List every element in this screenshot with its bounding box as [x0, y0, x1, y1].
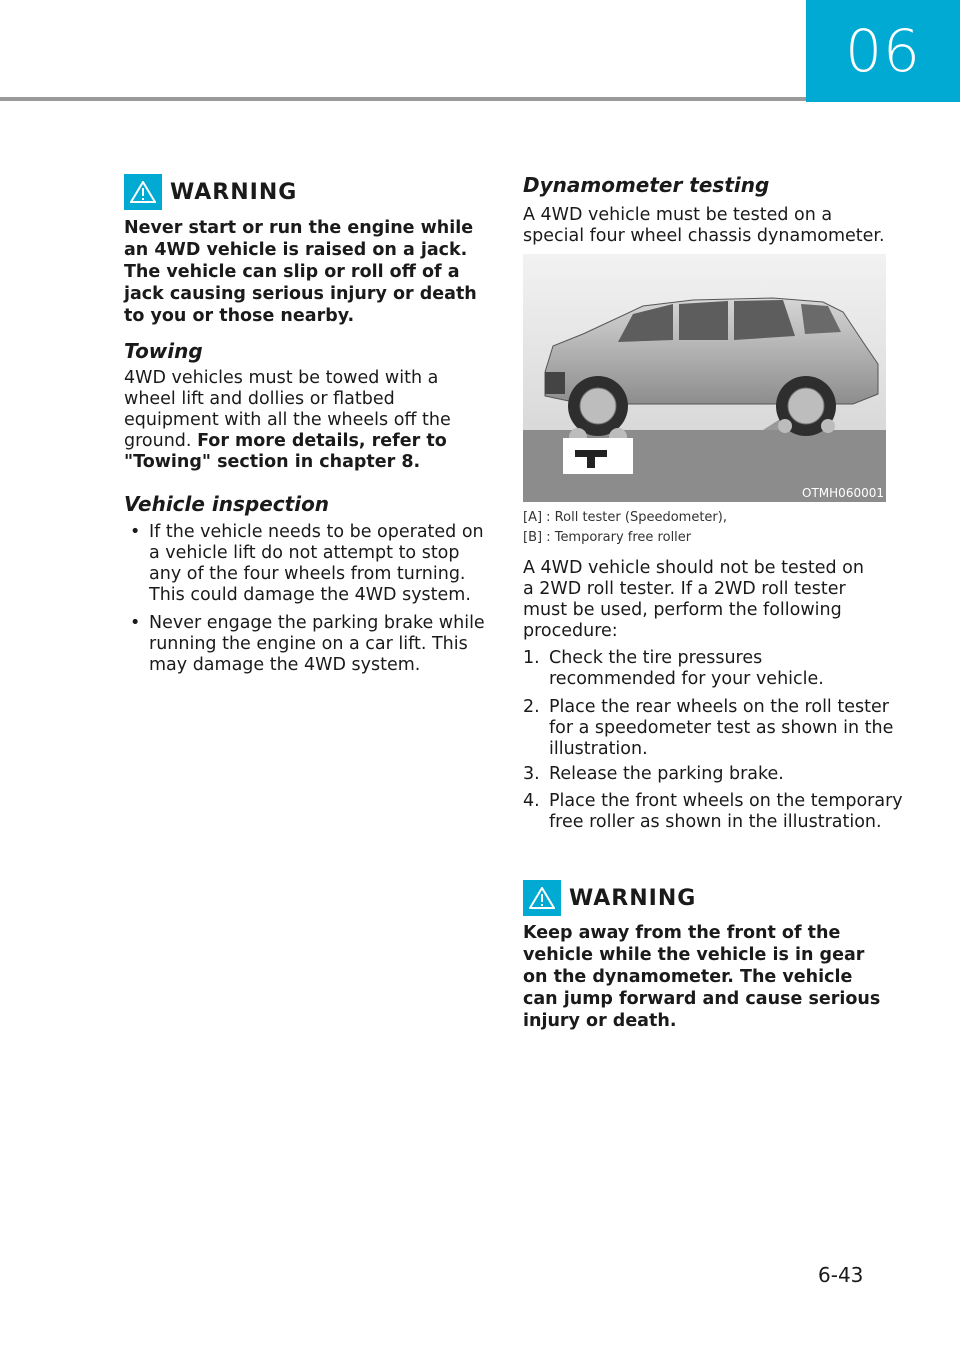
- warning-icon: [523, 880, 561, 916]
- bullet-item: [124, 613, 492, 676]
- warning-header-1: [124, 174, 297, 210]
- step-text: Place the front wheels on the temporary free roller as shown in the illustration.: [549, 791, 903, 832]
- caption-b: [B] : Temporary free roller: [523, 530, 692, 545]
- step-number: 4.: [523, 791, 540, 811]
- towing-heading: Towing: [124, 339, 203, 363]
- step-item: [523, 791, 915, 833]
- step-text: Release the parking brake.: [549, 764, 784, 784]
- towing-text: [124, 368, 464, 473]
- bullet-item: [124, 522, 492, 606]
- suv-on-dynamometer-drawing: [523, 254, 886, 502]
- step-item: [523, 764, 915, 785]
- step-number: 3.: [523, 764, 540, 784]
- dyno-intro: A 4WD vehicle must be tested on a special four wheel chassis dynamometer.: [523, 205, 885, 246]
- chapter-number: 06: [845, 17, 921, 85]
- warning-text: Keep away from the front of the vehicle while the vehicle is in gear on the dynamometer. The vehicle can jump forward and cause serious injury or death.: [523, 923, 881, 1031]
- warning-title: WARNING: [569, 885, 697, 911]
- caption-a: [A] : Roll tester (Speedometer),: [523, 510, 727, 525]
- warning-text: Never start or run the engine while an 4WD vehicle is raised on a jack. The vehicle can slip or roll off of a jack causing serious injury or death to you or those nearby.: [124, 218, 477, 326]
- page-number: 6-43: [818, 1263, 864, 1287]
- warning-header-2: [523, 880, 696, 916]
- towing-text-bold: For more details, refer to "Towing" section in chapter 8.: [124, 431, 447, 472]
- step-text: Place the rear wheels on the roll tester for a speedometer test as shown in the illustration.: [549, 697, 894, 759]
- dyno-heading: Dynamometer testing: [523, 173, 770, 197]
- figure-code: OTMH060001: [802, 486, 884, 500]
- step-text: Check the tire pressures recommended for your vehicle.: [549, 648, 824, 689]
- step-number: 2.: [523, 697, 540, 717]
- step-number: 1.: [523, 648, 540, 668]
- warning-icon: [124, 174, 162, 210]
- dynamometer-illustration: [523, 254, 886, 502]
- bullet-dot: •: [130, 613, 141, 633]
- bullet-dot: •: [130, 522, 141, 542]
- warning-title: WARNING: [170, 179, 298, 205]
- step-item: [523, 697, 915, 760]
- chapter-tab: [806, 0, 960, 102]
- inspection-heading: Vehicle inspection: [124, 492, 330, 516]
- bullet-text: If the vehicle needs to be operated on a vehicle lift do not attempt to stop any of the four wheels from turning. This could damage the 4WD system.: [149, 522, 484, 605]
- towing-text-regular: 4WD vehicles must be towed with a wheel lift and dollies or flatbed equipment with all the wheels off the ground.: [124, 368, 451, 451]
- dyno-text: A 4WD vehicle should not be tested on a 2WD roll tester. If a 2WD roll tester must be used, perform the following procedure:: [523, 558, 864, 641]
- header-rule: [0, 97, 806, 101]
- step-item: [523, 648, 889, 690]
- bullet-text: Never engage the parking brake while running the engine on a car lift. This may damage the 4WD system.: [149, 613, 485, 675]
